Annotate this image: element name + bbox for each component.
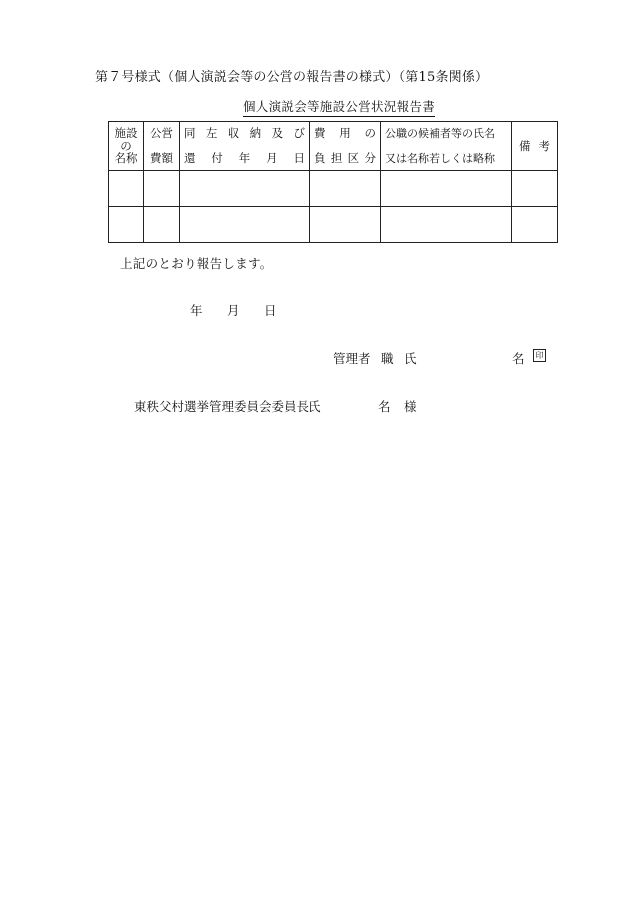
table-cell[interactable] — [512, 207, 558, 243]
header-facility-name: 施設 の 名称 — [109, 122, 144, 171]
manager-role-label: 管理者 — [333, 351, 371, 366]
report-statement: 上記のとおり報告します。 — [120, 256, 273, 271]
addressee-honorific: 様 — [404, 399, 417, 414]
table-cell[interactable] — [144, 171, 180, 207]
table-cell[interactable] — [180, 207, 310, 243]
table-cell[interactable] — [109, 207, 144, 243]
header-receipt-refund-date: 同 左 収 納 及 び 還 付 年 月 日 — [180, 122, 310, 171]
addressee-org: 東秩父村選挙管理委員会委員長 — [134, 399, 310, 414]
document-title: 個人演説会等施設公営状況報告書 — [243, 97, 435, 117]
table-cell[interactable] — [310, 171, 381, 207]
table-cell[interactable] — [109, 171, 144, 207]
table-row — [109, 207, 558, 243]
manager-name-label: 名 — [512, 351, 525, 366]
table-header-row — [109, 122, 558, 171]
date-day-label: 日 — [264, 303, 277, 318]
form-heading: 第７号様式（個人演説会等の公営の報告書の様式）（第15条関係） — [95, 70, 489, 85]
addressee-surname-label: 氏 — [308, 399, 321, 414]
manager-surname-label: 氏 — [404, 351, 417, 366]
report-table — [108, 121, 558, 243]
date-year-label: 年 — [190, 303, 203, 318]
header-candidate-name: 公職の候補者等の氏名 又は名称若しくは略称 — [381, 122, 512, 171]
header-public-cost: 公営 費額 — [144, 122, 180, 171]
table-cell[interactable] — [381, 171, 512, 207]
table-cell[interactable] — [144, 207, 180, 243]
header-cost-burden-category: 費 用 の 負 担 区 分 — [310, 122, 381, 171]
table-cell[interactable] — [180, 171, 310, 207]
header-remarks: 備 考 — [512, 122, 558, 171]
date-month-label: 月 — [227, 303, 240, 318]
manager-post-label: 職 — [381, 351, 394, 366]
table-cell[interactable] — [310, 207, 381, 243]
table-cell[interactable] — [381, 207, 512, 243]
table-cell[interactable] — [512, 171, 558, 207]
addressee-name-label: 名 — [378, 399, 391, 414]
seal-mark: 印 — [533, 349, 546, 362]
table-row — [109, 171, 558, 207]
